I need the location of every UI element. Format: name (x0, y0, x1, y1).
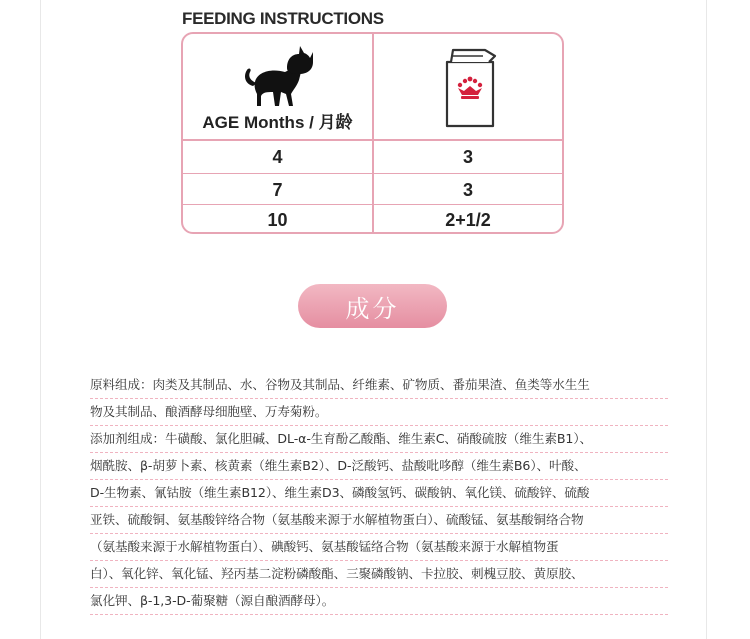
ingredient-line: 添加剂组成：牛磺酸、氯化胆碱、DL-α-生育酚乙酸酯、维生素C、硝酸硫胺（维生素B1）、 (90, 426, 668, 453)
age-value: 7 (272, 179, 283, 200)
page-edge-left (40, 0, 41, 639)
age-months-label: AGE Months / 月龄 (202, 113, 353, 132)
ingredients-section-title: 成分 (298, 284, 447, 328)
pouch-count: 3 (462, 179, 473, 200)
ingredient-line: 物及其制品、酿酒酵母细胞壁、万寿菊粉。 (90, 399, 668, 426)
age-value: 10 (267, 209, 288, 230)
kitten-icon (243, 46, 313, 108)
ingredient-line: 原料组成：肉类及其制品、水、谷物及其制品、纤维素、矿物质、番茄果渣、鱼类等水生生 (90, 372, 668, 399)
page-edge-right (706, 0, 707, 639)
ingredient-line: （氨基酸来源于水解植物蛋白）、碘酸钙、氨基酸锰络合物（氨基酸来源于水解植物蛋 (90, 534, 668, 561)
pouch-count: 3 (462, 146, 473, 167)
ingredient-line: 白）、氧化锌、氧化锰、羟丙基二淀粉磷酸酯、三聚磷酸钠、卡拉胶、刺槐豆胶、黄原胶、 (90, 561, 668, 588)
feeding-table-header (183, 34, 562, 139)
age-value: 4 (272, 146, 283, 167)
feeding-table (181, 32, 564, 234)
pouch-count: 2+1/2 (445, 209, 491, 230)
feeding-instructions-title: FEEDING INSTRUCTIONS (182, 9, 384, 28)
ingredient-line: 亚铁、硫酸铜、氨基酸锌络合物（氨基酸来源于水解植物蛋白）、硫酸锰、氨基酸铜络合物 (90, 507, 668, 534)
ingredient-line: 氯化钾、β-1,3-D-葡聚糖（源自酿酒酵母）。 (90, 588, 668, 615)
ingredient-line: D-生物素、氰钴胺（维生素B12）、维生素D3、磷酸氢钙、碳酸钠、氧化镁、硫酸锌、硫酸 (90, 480, 668, 507)
pouch-icon (441, 48, 499, 130)
ingredients-text (90, 372, 668, 615)
feeding-row (183, 204, 562, 234)
ingredient-line: 烟酰胺、β-胡萝卜素、核黄素（维生素B2）、D-泛酸钙、盐酸吡哆醇（维生素B6）、叶酸、 (90, 453, 668, 480)
feeding-row (183, 174, 562, 206)
feeding-row (183, 141, 562, 173)
